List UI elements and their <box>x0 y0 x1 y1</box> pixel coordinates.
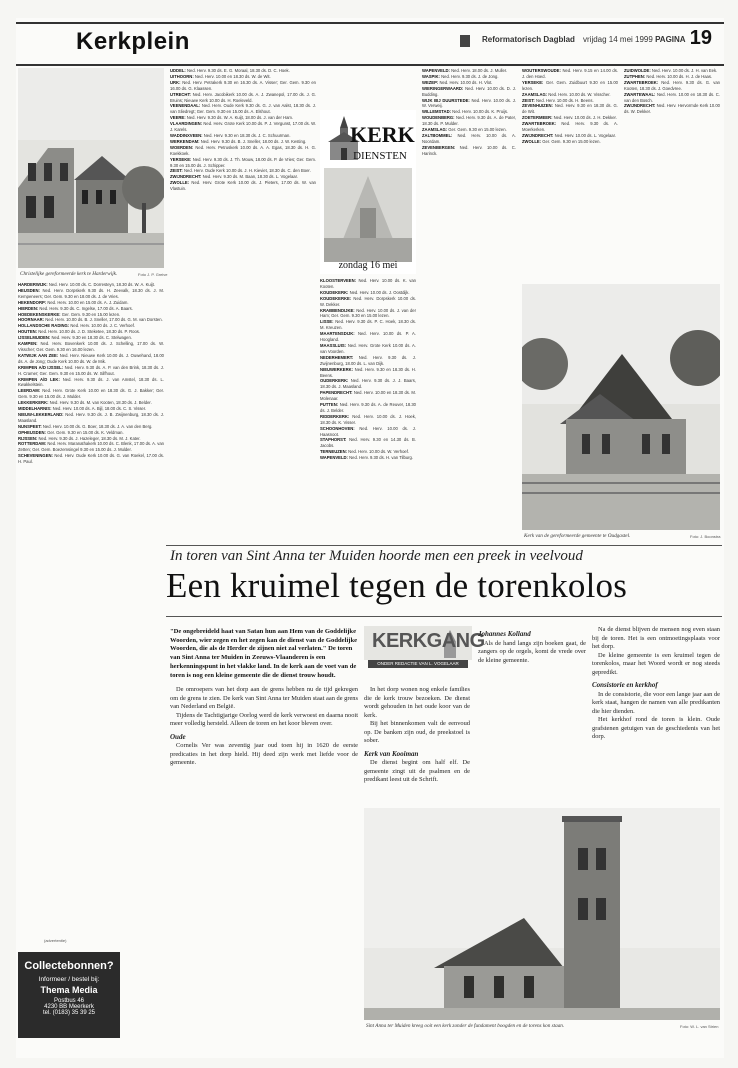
kerkdiensten-date: zondag 16 mei <box>338 260 398 271</box>
listing-services: Ned. Herv. 10.00 ds. K. Pruijs. <box>452 109 509 115</box>
listing-place: WOERDEN: <box>170 144 194 150</box>
listing-place: RIJSSEN: <box>18 435 38 441</box>
ad-line-2: Postbus 46 <box>53 998 85 1004</box>
listing-place: ZOETERMEER: <box>522 115 553 121</box>
listing-place: ZALTBOMMEL: <box>422 132 453 138</box>
kerkdiensten-box <box>320 110 416 274</box>
listing-services: Ger. Gem. 9.30 en 15.00 lezen. <box>61 311 121 317</box>
listing-services: Ned. Herv. Oude Kerk 10.00 ds. J. H. Kieviet, 18.30 ds. C. den Boer. <box>183 168 311 174</box>
listing-services: Ned. Herv. 9.30 en 14.30 ds. B. Jacobs. <box>320 437 416 449</box>
listing-entry <box>422 115 516 127</box>
article-paragraph: Het kerkhof rond de toren is klein. Oude grafstenen getuigen van de geschiedenis van het dorp. <box>592 716 720 740</box>
listing-services: Ned. Herv. Grote Kerk 10.00 en 18.30 ds. G. J. Bakker; Ger. Gem. 9.30 en 15.00 ds. J. Mulder. <box>18 388 164 400</box>
listings-column-4 <box>422 68 516 538</box>
article-paragraph: Tijdens de Tachtigjarige Oorlog werd de kerk verwoest en daarna nooit meer volledig hersteld. Alleen de toren en het koor bleven over. <box>170 711 358 727</box>
article-paragraph: De kleine gemeente is een kruimel tegen de torenkolos, maar het Woord wordt er nog steeds gepredikt. <box>592 651 720 676</box>
listings-column-6 <box>624 68 720 278</box>
listing-services: Ned. Herv. 9.30 ds. A. de Reuver, 18.30 ds. J. Belder. <box>320 402 416 413</box>
listing-services: Ned. Herv. Maranathakerk 10.00 ds. C. Blenk, 17.00 ds. A. van Zetten; Ger. Gem. Boezemsingel 9.30 en 15.00 ds. J. Mulder. <box>18 441 164 453</box>
listing-entry <box>320 296 416 308</box>
listing-place: HEKENDORP: <box>18 299 47 305</box>
listing-place: NIEUWERKERK: <box>320 366 354 372</box>
listing-entry <box>422 86 516 98</box>
listing-place: IJSSELMUIDEN: <box>18 335 51 341</box>
listing-services: Ned. Herv. Jacobikerk 10.00 ds. A. J. Zwanepol, 17.00 ds. J. G. Bruins; Nieuwe Kerk 10.00 ds. H. Roeleveld. <box>170 91 316 103</box>
listing-place: LEERDAM: <box>18 388 41 394</box>
listing-place: KOUDEKERK: <box>320 289 349 295</box>
listing-entry <box>320 308 416 320</box>
listings-column-3 <box>320 278 416 538</box>
photo-caption-right <box>524 533 630 539</box>
listing-services: Ned. Herv. 10.00 ds. H. Beens. <box>535 97 594 103</box>
listing-services: Ned. Herv. 10.00 ds. J. van der Ham; Ger. Gem. 9.30 en 15.00 lezen. <box>320 307 416 319</box>
listing-services: Ned. Herv. Oude Kerk 10.00 ds. G. van Roekel, 17.00 ds. H. Paul. <box>18 453 164 465</box>
page-label: PAGINA <box>655 35 686 44</box>
tower-photo <box>364 808 720 1020</box>
listing-place: WEZEP: <box>422 79 439 85</box>
listing-services: Ned. Herv. 10.00 en 18.30 ds. C. van den Bosch. <box>624 91 720 103</box>
newspaper-name: Reformatorisch Dagblad <box>482 35 575 44</box>
listing-place: ZWIJNDRECHT: <box>170 174 202 180</box>
listing-entry <box>18 288 164 300</box>
listing-place: ZEVENBERGEN: <box>422 144 456 150</box>
listing-services: Ned. Herv. 9.30 ds. A. P. van den Brink, 18.30 ds. J. H. Cramer; Ger. Gem. 9.30 en 15.00 ds. W. Silfhout. <box>18 364 164 376</box>
article-subheading: Johannes Kolland <box>478 630 531 638</box>
article-paragraph: Cornelis Ver was zeventig jaar oud toen hij in 1620 de eerste predicaties in het dorp hield. Hij deed zijn werk met liefde voor de gemeente. <box>170 742 358 766</box>
listing-entry <box>320 331 416 343</box>
listing-services: Ned. Herv. 9.30 ds. J. B. Zwijnenburg, 18.30 ds. J. Maasland. <box>18 411 164 423</box>
listing-entry <box>18 377 164 389</box>
listing-entry <box>320 367 416 379</box>
listing-services: Ger. Gem. 9.30 en 15.00 lezen. <box>448 127 507 133</box>
photo-credit-right: Foto: J. Boonstra <box>690 534 721 539</box>
listing-services: Ned. Herv. Grote Kerk 10.00 ds. A. van Voorden. <box>320 342 416 354</box>
listing-services: Ned. Herv. Petruskerk 10.00 ds. A. A. Egas, 18.30 ds. H. G. Koekkoek. <box>170 144 316 156</box>
listing-services: Ned. Herv. 9.30 ds. A. Moerkerken. <box>522 121 618 133</box>
listing-services: Ned. Herv. 10.00 ds. H. Vlot. <box>439 79 493 85</box>
listing-place: HOEDEKENSKERKE: <box>18 311 61 317</box>
listing-entry <box>624 103 720 115</box>
listing-place: ZWOLLE: <box>170 180 190 186</box>
listing-services: Ger. Gem. Zuidbuurt 9.30 en 15.00 lezen. <box>522 79 618 91</box>
listing-place: KLOOSTERVEEN: <box>320 278 356 283</box>
article-subheading: Kerk van Kooiman <box>364 749 419 758</box>
listing-services: Ned. Herv. 10.00 ds. J. H. van Eek. <box>651 68 718 73</box>
masthead <box>16 22 724 66</box>
listing-place: WILLEMSTAD: <box>422 109 451 115</box>
listing-services: Ned. Herv. Dorpskerk 10.00 ds. W. Dekker. <box>320 295 416 307</box>
listing-entry <box>18 441 164 453</box>
listing-place: KOUDEKERKE: <box>320 295 352 301</box>
listing-place: HEUSDEN: <box>18 287 40 293</box>
listing-services: Ned. Herv. 9.30 en 18.30 ds. J. C. Schuurman. <box>203 132 291 138</box>
listing-services: Ned. Herv. 9.30 en 18.30 ds. C. Stelwagen. <box>51 335 132 341</box>
listing-place: ZWARTEBROEK: <box>624 79 659 85</box>
listing-place: HOUTEN: <box>18 329 38 335</box>
listing-place: ZUTPHEN: <box>624 73 646 79</box>
listing-services: Ned. Herv. 9.30 ds. C. Ingelse, 17.00 ds. A. Baars. <box>39 305 133 311</box>
listing-place: LEKKERKERK: <box>18 400 49 406</box>
listing-place: KRIMPEN A/D LEK: <box>18 376 60 382</box>
ad-title: Collectebonnen? <box>24 960 114 972</box>
listing-services: Ned. Herv. 9.30 ds. J. Zwijnenburg, 18.00 ds. L. van Dijk. <box>320 354 416 366</box>
newspaper-logo-icon <box>460 35 470 47</box>
article-paragraph: Na de dienst blijven de mensen nog even staan bij de toren. Het is een ontmoetingsplaats voor het dorp. <box>592 626 720 650</box>
issue-date-text: vrijdag 14 mei 1999 <box>583 35 653 44</box>
listing-place: ZEIST: <box>522 97 535 103</box>
article-paragraph: Als de hand langs zijn boeken gaat, de zangers op de orgels, komt de vrede over de kleine gemeente. <box>478 639 586 664</box>
listing-place: HOLLANDSCHE RADING: <box>18 323 70 329</box>
listing-services: Ned. Herv. 10.00 ds. B. J. Sneller, 17.00 ds. G. M. van Dorsten. <box>45 317 163 323</box>
listing-place: WASPIK: <box>422 73 440 79</box>
listing-entry <box>320 414 416 426</box>
listing-entry <box>170 80 316 92</box>
listing-services: Ned. Herv. 10.00 ds. A. Bijl, 18.00 ds. C. S. Visser. <box>52 406 147 412</box>
listing-services: Ned. Herv. 10.00 en 18.30 ds. M. Molenaar. <box>320 390 416 402</box>
ad-company: Thema Media <box>40 985 98 995</box>
listing-place: ZEVENHUIZEN: <box>522 103 553 109</box>
listing-services: Ned. Herv. 9.30 ds. J. van Amstel, 18.30 ds. L. Kwakkelstein. <box>18 376 164 388</box>
listing-entry <box>18 388 164 400</box>
article-body-column-b2 <box>478 626 586 806</box>
article-body-column-a <box>170 686 358 1036</box>
listing-entry <box>522 80 618 92</box>
listing-place: TERNEUZEN: <box>320 449 347 455</box>
kerkgang-title: KERKGANG <box>372 630 485 652</box>
listing-place: ZWOLLE: <box>522 138 542 144</box>
listing-services: Ned. Herv. 10.00 ds. J. H. Dekker. <box>553 115 617 121</box>
listing-entry <box>18 341 164 353</box>
headline-rule-bottom <box>166 616 722 617</box>
listing-entry <box>320 378 416 390</box>
listing-services: Ned. Herv. Nieuwe Kerk 10.00 ds. J. Ouwehand, 18.00 ds. A. de Jong; Oude Kerk 10.00 ds. W. de Mik. <box>18 352 164 364</box>
listing-place: ZWIJNDRECHT: <box>522 132 554 138</box>
listing-entry <box>18 353 164 365</box>
listing-services: Ned. Herv. 9.30 ds. G. van Kooten, 18.30 ds. J. Goedvree. <box>624 79 720 91</box>
page-number: 19 <box>689 27 712 49</box>
article-body-column-c <box>592 626 720 806</box>
listing-place: UTRECHT: <box>170 91 191 97</box>
listing-entry <box>18 365 164 377</box>
listing-services: Ned. Herv. 10.00 en 18.30 ds. W. de Wit. <box>194 73 271 79</box>
listing-services: Ned. Herv. 9.30 ds. W. A. Kuijt, 18.00 ds. J. van der Ham. <box>186 115 294 121</box>
listing-place: WERKENDAM: <box>170 138 200 144</box>
listing-services: Ned. Herv. 9.30 ds. J. J. Baars, 18.30 ds. J. Maasland. <box>320 378 416 390</box>
listing-services: Ned. Herv. 18.00 ds. J. Muller. <box>451 68 508 73</box>
photo-caption-right-text: Kerk van de gereformeerde gemeente te Oudgastel. <box>524 533 631 539</box>
listing-place: WOUTERSWOUDE: <box>522 68 561 73</box>
listing-place: UITHOORN: <box>170 73 194 79</box>
listing-services: Ned. Herv. 9.30 ds. E. G. Moraal, 18.30 ds. D. C. Hoek. <box>187 68 290 73</box>
listing-entry <box>320 402 416 414</box>
listing-place: ZUIDWOLDE: <box>624 68 651 73</box>
listing-place: WADDINXVEEN: <box>170 132 203 138</box>
article-body-column-b <box>364 686 470 806</box>
church-photo-harderwijk <box>18 68 164 268</box>
listing-services: Ned. Herv. 10.00 ds. J. W. Verweij. <box>422 97 516 109</box>
listing-place: WIJK BIJ DUURSTEDE: <box>422 97 470 103</box>
listing-services: Ned. Herv. 9.30 ds. A. de Pater, 18.30 ds. P. Mulder. <box>422 115 516 127</box>
listing-services: Ned. Herv. Petrakerk 9.30 en 16.30 ds. A. Visser; Ger. Gem. 9.30 en 16.00 ds. G. Klaassen. <box>170 79 316 91</box>
issue-date <box>583 35 686 44</box>
listing-services: Ned. Herv. 10.00 ds. J. C. Verhoef. <box>70 323 135 329</box>
listing-services: Ned. Herv. 9.30 ds. J. Th. Mouw, 18.00 ds. P. de Vries; Ger. Gem. 9.30 en 15.00 ds. J. Schipper. <box>170 156 316 168</box>
listing-services: Ned. Herv. 9.30 ds. M. van Kooten, 18.30 ds. J. Belder. <box>49 400 152 406</box>
listing-place: OPHEUSDEN: <box>18 429 46 435</box>
listing-entry <box>320 390 416 402</box>
listing-place: NEDERHEMERT: <box>320 354 354 360</box>
listing-place: UDDEL: <box>170 68 186 73</box>
ad-line-3: 4230 BB Meerkerk <box>44 1004 94 1010</box>
photo-credit-left: Foto J. P. Greive <box>138 272 168 277</box>
advertisement-label: (advertentie) <box>44 938 67 943</box>
listing-place: NUNSPEET: <box>18 423 42 429</box>
listing-entry <box>320 437 416 449</box>
listing-place: ZWARTEWAAL: <box>624 91 656 97</box>
listing-place: SCHOONHOVEN: <box>320 425 355 431</box>
listing-services: Ned. Herv. 9.30 ds. M. Baan, 18.30 ds. L. Vogelaar. <box>202 174 298 180</box>
listing-entry <box>522 139 618 145</box>
tower-photo-image <box>364 808 720 1020</box>
listing-entry <box>522 103 618 115</box>
listing-entry <box>170 180 316 192</box>
listings-column-5 <box>522 68 618 278</box>
church-interior-image <box>324 168 412 262</box>
listing-entry <box>170 145 316 157</box>
listing-services: Ned. Herv. 10.00 ds. J. Hoek, 18.30 ds. K. Visser. <box>320 413 416 425</box>
listing-place: PAPENDRECHT: <box>320 390 353 396</box>
advertisement-collectebonnen <box>18 952 120 1038</box>
listing-services: Ned. Herv. 10.00 ds. H. J. de Haas. <box>646 73 713 79</box>
listing-place: WIERINGERWAARD: <box>422 85 464 91</box>
listing-place: LISSE: <box>320 319 334 325</box>
listing-services: Ned. Herv. Dorpskerk 9.30 ds. H. Zeevalk, 18.30 ds. J. M. Kempeneers; Ger. Gem. 9.30 en 18.00 ds. J. de Vries. <box>18 287 164 299</box>
listing-services: Ned. Herv. 9.30 ds. B. J. Sneller, 18.00 ds. J. W. Kesting. <box>200 138 307 144</box>
masthead-rule <box>16 22 724 24</box>
listing-services: Ned. Herv. 9.30 ds. P. C. Hoek, 18.30 ds. M. Kreuzen. <box>320 319 416 331</box>
listing-services: Ned. Herv. 10.00 ds. J. Haasnoot. <box>320 425 416 437</box>
listing-place: MAASSLUIS: <box>320 342 347 348</box>
listing-services: Ned. Herv. Hervormde Kerk 10.00 ds. W. Dekker. <box>624 103 720 115</box>
listing-entry <box>18 412 164 424</box>
listing-place: MIDDELHARNIS: <box>18 406 52 412</box>
listing-services: Ned. Herv. 10.00 ds. W. Visscher. <box>548 91 611 97</box>
listing-place: ZAAMSLAG: <box>522 91 548 97</box>
listing-services: Ned. Herv. 10.00 ds. K. van Kooten. <box>320 278 416 289</box>
listing-services: Ned. Herv. Oude Kerk 9.30 ds. G. J. van Aalst, 18.30 ds. J. van Sliedregt; Ger. Gem. 9.30 en 15.00 ds. A. Elshout. <box>170 103 316 115</box>
article-subheading: Consistorie en kerkhof <box>592 681 658 689</box>
church-photo-harderwijk-image <box>18 68 164 268</box>
listing-entry <box>170 157 316 169</box>
listing-place: YERSEKE: <box>170 156 192 162</box>
article-lead: "De ongebreideld haat van Satan hun aan Hem van de Goddelijke Woorden, wier zegen en het zegen kan de dienst van de Goddelijke Woorden, die als de Herder de zijnen niet zal verlaten." De toren van Sint Anna ter Muiden in Zeeuws-Vlaanderen is een herkenningspunt in het vlakke land. In de kerk aan de voet van de toren is nog een kleine gemeente die de dienst trouw houdt. <box>170 628 358 679</box>
listing-place: PUTTEN: <box>320 402 339 408</box>
tower-photo-credit: Foto: W. L. van Strien <box>680 1024 719 1029</box>
listing-services: Ned. Herv. Bovenkerk 10.00 ds. J. Schelling, 17.00 ds. W. Visscher; Ger. Gem. 9.30 en 16.00 lezen. <box>18 341 164 352</box>
listing-services: Ned. Herv. Grote Kerk 10.00 ds. J. Pieters, 17.00 ds. W. van Vlastuin. <box>170 180 316 192</box>
listing-services: Ned. Herv. 9.30 en 18.30 ds. H. Beens. <box>320 366 416 378</box>
listing-entry <box>170 92 316 104</box>
listing-services: Ned. Herv. 10.00 ds. C. Harinck. <box>422 144 516 156</box>
ad-line-4: tel. (0183) 35 39 25 <box>42 1010 96 1016</box>
listing-place: HIERDEN: <box>18 305 39 311</box>
listing-place: KRIMPEN A/D IJSSEL: <box>18 364 64 370</box>
listing-entry <box>522 121 618 133</box>
listing-place: KAMPEN: <box>18 341 38 347</box>
listing-place: ROTTERDAM: <box>18 441 47 447</box>
article-paragraph: De dienst begint om half elf. De gemeente zingt uit de psalmen en de predikant leest uit de Schrift. <box>364 759 470 783</box>
listing-place: RIDDERKERK: <box>320 413 350 419</box>
listing-services: Ned. Herv. Grote Kerk 10.00 ds. P. J. Vergunst, 17.00 ds. W. J. Karels. <box>170 121 316 133</box>
article-paragraph: In het dorp wonen nog enkele families die de kerk trouw bezoeken. De dienst wordt gehouden in het oude koor van de kerk. <box>364 686 470 719</box>
listing-services: Ned. Herv. 10.00 ds. P. A. Hoogland. <box>320 331 416 343</box>
listing-place: VLAARDINGEN: <box>170 121 203 127</box>
listing-entry <box>170 121 316 133</box>
listing-entry <box>320 455 416 461</box>
listing-services: Ned. Herv. 10.00 ds. C. Dorresteyn, 18.30 ds. W. A. Kuijt. <box>48 282 155 287</box>
ad-line-1: Informeer / bestel bij: <box>38 976 100 983</box>
article-headline: Een kruimel tegen de torenkolos <box>166 566 628 605</box>
photo-caption-left: Christelijke gereformeerde kerk te Harderwijk. <box>20 271 118 277</box>
listing-services: Ned. Herv. 10.00 ds. J. D. Steketee, 18.30 ds. P. Roos. <box>38 329 141 335</box>
listing-place: ZWARTEBROEK: <box>522 121 557 127</box>
listing-place: NIEUW-LEKKERLAND: <box>18 411 64 417</box>
listing-place: STAPHORST: <box>320 437 347 443</box>
listing-place: ZEIST: <box>170 168 183 174</box>
listing-place: MAARTENSDIJK: <box>320 331 355 337</box>
section-title: Kerkplein <box>76 28 190 55</box>
listing-place: ZAAMSLAG: <box>422 127 448 133</box>
listing-place: WOUDENBERG: <box>422 115 455 121</box>
tower-photo-caption: Sint Anna ter Muiden kreeg ooit een kerk zonder de fundament boogden en de torens kon staan. <box>366 1023 565 1029</box>
listing-place: YERSEKE: <box>522 79 544 85</box>
listing-services: Ger. Gem. 9.30 en 15.00 lezen. <box>542 138 601 144</box>
article-paragraph: In de consistorie, die voor een lange jaar aan de kerk staat, hangen de namen van alle predikanten die hier dienden. <box>592 690 720 715</box>
listing-entry <box>320 426 416 438</box>
listing-services: Ger. Gem. 9.30 en 15.00 ds. K. Veldman. <box>47 429 124 435</box>
kerkgang-subtitle: ONDER REDACTIE VAN L. VOGELAAR <box>368 660 468 668</box>
listing-services: Ned. Herv. 10.00 ds. A. Noordam. <box>422 132 516 144</box>
article-subheading: Oude <box>170 732 186 741</box>
listing-place: HARDERWIJK: <box>18 282 48 287</box>
listing-services: Ned. Herv. 10.00 ds. W. Verhoef. <box>348 449 410 455</box>
article-paragraph: Bij het binnenkomen valt de eenvoud op. De banken zijn oud, de preekstoel is sober. <box>364 720 470 744</box>
listing-services: Ned. Herv. 9.30 ds. J. Hazeleger, 18.30 ds. M. J. Kater. <box>38 435 141 441</box>
listing-services: Ned. Herv. 9.30 en 18.30 ds. G. de Wit. <box>522 103 618 115</box>
listing-services: Ned. Herv. 10.00 ds. D. J. Budding. <box>422 85 516 97</box>
listing-entry <box>170 103 316 115</box>
kerkdiensten-title-line2: DIENSTEN <box>353 150 407 162</box>
listing-place: OUDERKERK: <box>320 378 349 384</box>
listing-entry <box>624 80 720 92</box>
listings-column-1 <box>18 282 164 934</box>
listings-column-2 <box>170 68 316 538</box>
listing-entry <box>18 453 164 465</box>
kerkdiensten-title-line1: KERK <box>350 122 415 147</box>
listing-entry <box>624 92 720 104</box>
listing-entry <box>422 145 516 157</box>
listing-services: Ned. Herv. 10.00 ds. L. Vogelaar. <box>554 132 616 138</box>
listing-services: Ned. Herv. 10.00 ds. J. Oostdijk. <box>349 289 410 295</box>
listing-entry <box>320 278 416 290</box>
church-photo-oudgastel <box>522 284 720 530</box>
listing-place: ZWIJNDRECHT: <box>624 103 656 109</box>
listing-services: Ned. Herv. 9.15 en 14.00 ds. J. den Hoed. <box>522 68 618 79</box>
listing-entry <box>320 343 416 355</box>
listing-services: Ned. Herv. 10.00 en 15.00 ds. A. J. Zuidam. <box>47 299 129 305</box>
listing-services: Ned. Herv. 9.30 ds. J. de Jong. <box>441 73 499 79</box>
listing-place: VEERE: <box>170 115 186 121</box>
headline-rule-top <box>166 545 722 546</box>
listing-place: WAPENVELD: <box>320 455 348 461</box>
listing-place: WAPENVELD: <box>422 68 450 73</box>
listing-place: KRABBENDIJKE: <box>320 307 355 313</box>
listing-entry <box>522 68 618 80</box>
church-photo-oudgastel-image <box>522 284 720 530</box>
listing-entry <box>320 319 416 331</box>
listing-place: HOORNAAR: <box>18 317 45 323</box>
kerkgang-logo <box>364 626 485 678</box>
article-kicker: In toren van Sint Anna ter Muiden hoorde men een preek in veelvoud <box>170 548 583 564</box>
listing-place: SCHEVENINGEN: <box>18 453 53 459</box>
listing-place: URK: <box>170 79 181 85</box>
article-paragraph: De omroepers van het dorp aan de grens hebben nu de tijd gekregen om de grens te zien. De kerk van Sint Anna ter Muiden staat aan de grens van Nederland en België. <box>170 686 358 710</box>
listing-services: Ned. Herv. 9.30 ds. H. van Tilburg. <box>349 455 414 461</box>
listing-place: KATWIJK AAN ZEE: <box>18 352 59 358</box>
listing-place: VEENENDAAL: <box>170 103 201 109</box>
listing-entry <box>422 133 516 145</box>
listing-services: Ned. Herv. 10.00 ds. G. Boer, 18.30 ds. J. A. van den Berg. <box>42 423 153 429</box>
listing-entry <box>422 98 516 110</box>
listing-entry <box>320 355 416 367</box>
